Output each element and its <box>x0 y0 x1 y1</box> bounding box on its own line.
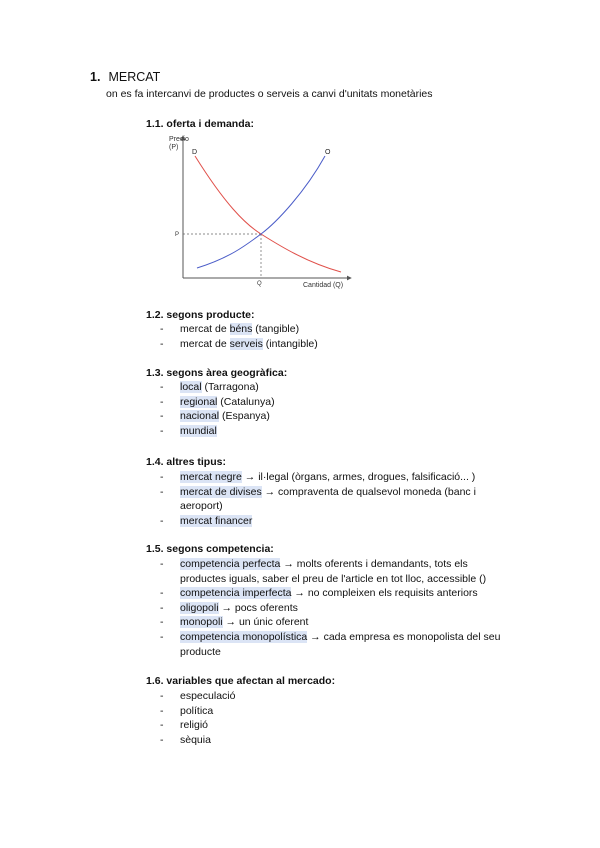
list-item: - mercat negre → il·legal (òrgans, armes, drogues, falsificació... ) <box>146 470 516 485</box>
demand-curve <box>195 156 341 272</box>
list-item: - oligopoli → pocs oferents <box>146 601 516 616</box>
definition-text: on es fa intercanvi de productes o serveis a canvi d'unitats monetàries <box>106 88 433 100</box>
list-item: - especulació <box>146 689 516 704</box>
product-list <box>146 322 526 351</box>
list-item: - competencia perfecta → molts oferents i demandants, tots els productes iguals, saber el preu de l'article en tot lloc, accessible () <box>146 557 516 586</box>
list-item: - mercat financer <box>146 514 516 529</box>
list-item: - religió <box>146 718 516 733</box>
p-label: P <box>175 232 180 238</box>
subsection-title-1-4: 1.4. altres tipus: <box>146 456 226 468</box>
supply-demand-chart <box>165 132 365 292</box>
subsection-title-1-5: 1.5. segons competencia: <box>146 543 274 555</box>
variables-list <box>146 689 516 747</box>
y-axis-label: Precio <box>169 136 189 143</box>
list-item: - mercat de serveis (intangible) <box>146 337 526 352</box>
list-item: - mundial <box>146 424 526 439</box>
list-item: - política <box>146 704 516 719</box>
demand-label: D <box>192 149 198 156</box>
supply-label: O <box>325 149 331 156</box>
list-item: - competencia imperfecta → no compleixen els requisits anteriors <box>146 586 516 601</box>
list-item: - monopoli → un únic oferent <box>146 615 516 630</box>
list-item: - nacional (Espanya) <box>146 409 526 424</box>
subsection-title-1-6: 1.6. variables que afectan al mercado: <box>146 675 336 687</box>
list-item: - mercat de béns (tangible) <box>146 322 526 337</box>
other-types-list <box>146 470 516 528</box>
list-item: - sèquia <box>146 733 516 748</box>
y-axis-label-unit: (P) <box>169 144 179 151</box>
subsection-title-1-1: 1.1. oferta i demanda: <box>146 118 254 130</box>
subsection-title-1-3: 1.3. segons àrea geogràfica: <box>146 367 288 379</box>
competition-list <box>146 557 516 659</box>
list-item: - competencia monopolística → cada empresa es monopolista del seu producte <box>146 630 516 659</box>
list-item: - mercat de divises → compraventa de qualsevol moneda (banc i aeroport) <box>146 485 516 514</box>
list-item: - local (Tarragona) <box>146 380 526 395</box>
section-title: MERCAT <box>108 70 161 84</box>
geo-list <box>146 380 526 438</box>
section-heading <box>90 70 160 84</box>
list-item: - regional (Catalunya) <box>146 395 526 410</box>
section-number: 1. <box>90 70 101 84</box>
x-axis-label: Cantidad (Q) <box>303 282 344 289</box>
subsection-title-1-2: 1.2. segons producte: <box>146 309 255 321</box>
q-label: Q <box>257 281 262 287</box>
